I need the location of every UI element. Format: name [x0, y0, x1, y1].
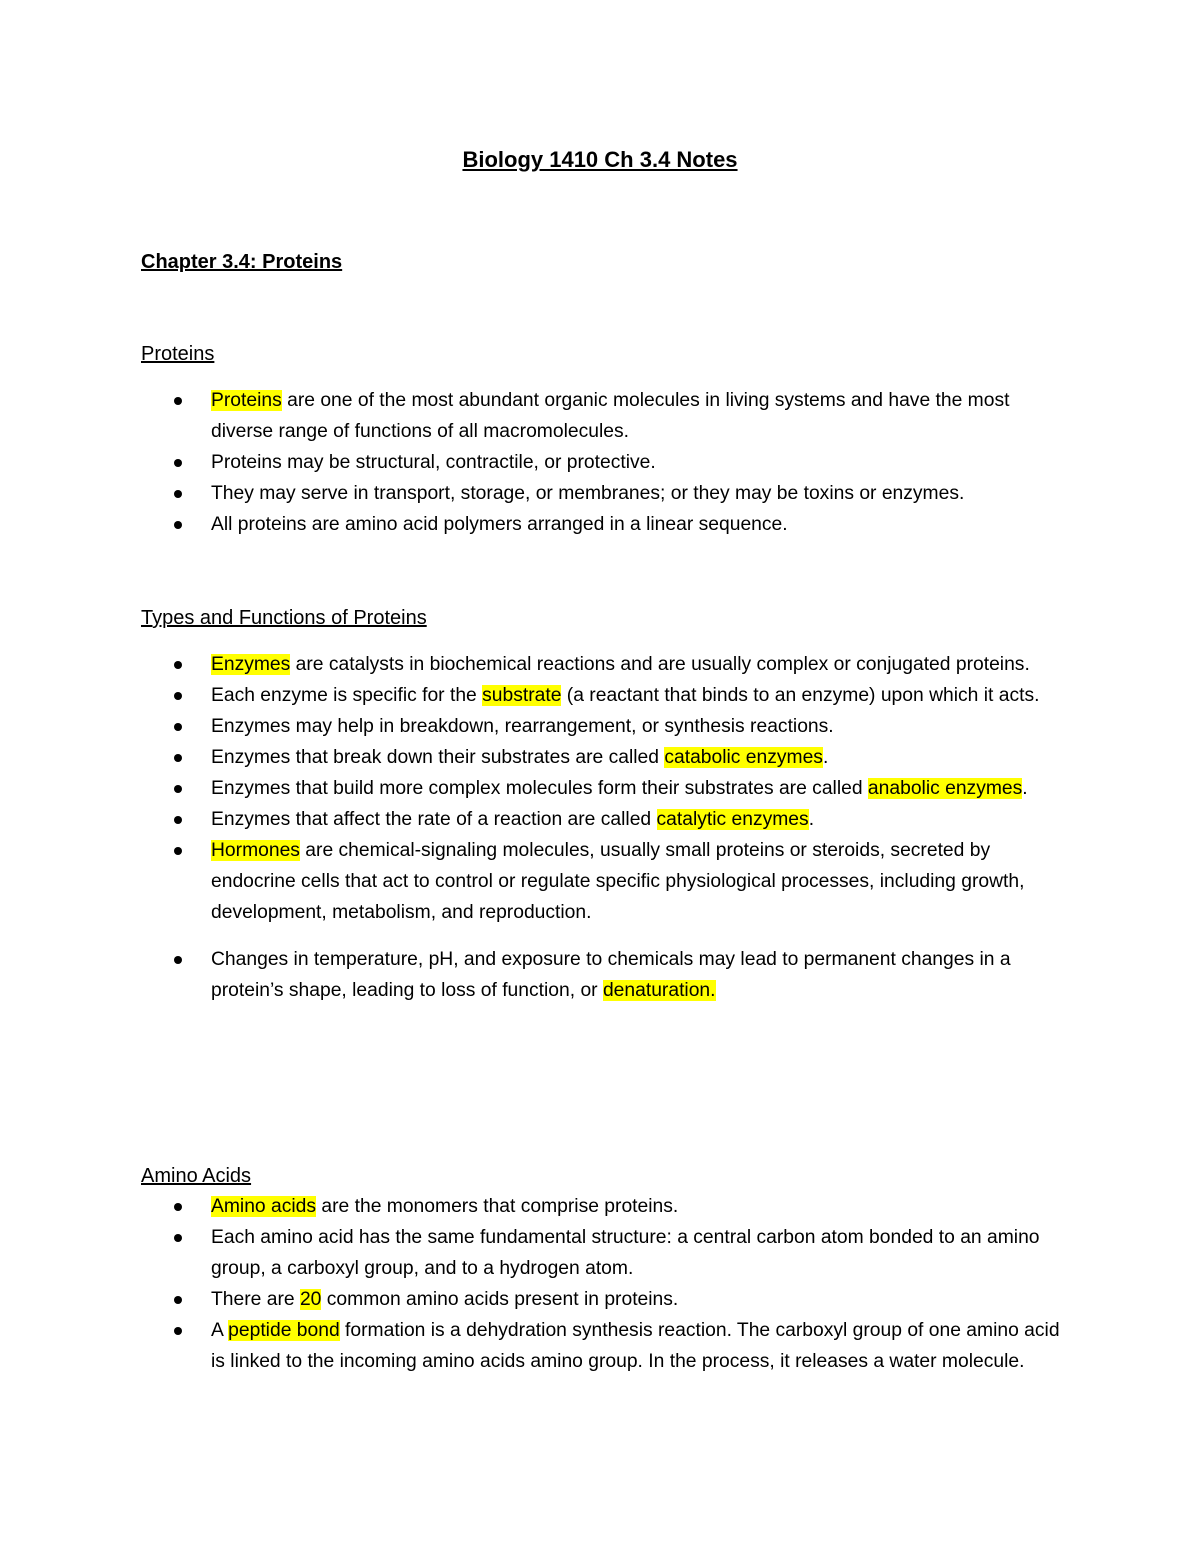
list-item: [171, 478, 1061, 509]
bullet-text: Each amino acid has the same fundamental structure: a central carbon atom bonded to an amino group, a carboxyl group, and to a hydrogen atom.: [211, 1227, 1040, 1279]
list-item: [171, 680, 1061, 711]
list-item: [171, 447, 1061, 478]
highlighted-term: Amino acids: [211, 1196, 317, 1217]
highlighted-term: Hormones: [211, 840, 300, 861]
bullet-text: are catalysts in biochemical reactions and are usually complex or conjugated proteins.: [290, 654, 1030, 675]
bullet-text: (a reactant that binds to an enzyme) upon which it acts.: [561, 685, 1040, 706]
list-item: [171, 742, 1061, 773]
bullet-list-types-functions: [171, 649, 1061, 1006]
bullet-text: .: [1022, 778, 1028, 799]
document-title: Biology 1410 Ch 3.4 Notes: [462, 147, 738, 172]
bullet-dot-icon: [174, 754, 182, 762]
section-heading-proteins: Proteins: [141, 343, 215, 365]
highlighted-term: catabolic enzymes: [664, 747, 823, 768]
bullet-dot-icon: [174, 785, 182, 793]
bullet-dot-icon: [174, 956, 182, 964]
list-item: [171, 1222, 1061, 1284]
list-item: [171, 1191, 1061, 1222]
bullet-dot-icon: [174, 1203, 182, 1211]
bullet-text: are one of the most abundant organic molecules in living systems and have the most diverse range of functions of all macromolecules.: [211, 390, 1010, 442]
bullet-text: A: [211, 1320, 229, 1341]
bullet-text: are chemical-signaling molecules, usually small proteins or steroids, secreted by endocrine cells that act to control or regulate specific physiological processes, including growth, development, metabolism, and reproduction.: [211, 840, 1025, 923]
bullet-text: Proteins may be structural, contractile, or protective.: [211, 452, 656, 473]
list-item: [171, 385, 1061, 447]
bullet-text: All proteins are amino acid polymers arranged in a linear sequence.: [211, 514, 788, 535]
bullet-dot-icon: [174, 816, 182, 824]
bullet-dot-icon: [174, 661, 182, 669]
list-item: [171, 1284, 1061, 1315]
highlighted-term: 20: [299, 1289, 322, 1310]
list-item: [171, 773, 1061, 804]
highlighted-term: anabolic enzymes: [867, 778, 1023, 799]
list-item: [171, 509, 1061, 540]
bullet-dot-icon: [174, 723, 182, 731]
bullet-text: .: [822, 747, 829, 768]
list-item: [171, 649, 1061, 680]
highlighted-term: catalytic enzymes: [656, 809, 809, 830]
list-item: [171, 835, 1061, 928]
highlighted-term: denaturation.: [602, 980, 716, 1001]
list-item: [171, 711, 1061, 742]
highlighted-term: substrate: [482, 685, 562, 706]
bullet-dot-icon: [174, 397, 182, 405]
list-item: [171, 944, 1061, 1006]
bullet-text: Enzymes may help in breakdown, rearrangement, or synthesis reactions.: [211, 716, 834, 737]
list-item: [171, 1315, 1061, 1377]
bullet-text: formation is a dehydration synthesis reaction. The carboxyl group of one amino acid is linked to the incoming amino acids amino group. In the process, it releases a water molecule.: [211, 1320, 1060, 1372]
bullet-text: Changes in temperature, pH, and exposure to chemicals may lead to permanent changes in a protein’s shape, leading to loss of function, or: [211, 949, 1011, 1001]
bullet-list-amino-acids: [171, 1191, 1061, 1377]
bullet-text: are the monomers that comprise proteins.: [316, 1196, 679, 1217]
section-heading-types-functions: Types and Functions of Proteins: [141, 607, 427, 629]
bullet-text: There are: [211, 1289, 300, 1310]
bullet-text: Enzymes that build more complex molecules form their substrates are called: [211, 778, 868, 799]
bullet-text: They may serve in transport, storage, or membranes; or they may be toxins or enzymes.: [211, 483, 965, 504]
bullet-dot-icon: [174, 459, 182, 467]
bullet-dot-icon: [174, 521, 182, 529]
bullet-text: Enzymes that break down their substrates are called: [211, 747, 665, 768]
bullet-text: Enzymes that affect the rate of a reaction are called: [211, 809, 657, 830]
list-item: [171, 804, 1061, 835]
bullet-dot-icon: [174, 847, 182, 855]
highlighted-term: Enzymes: [211, 654, 291, 675]
bullet-text: common amino acids present in proteins.: [321, 1289, 679, 1310]
section-heading-amino-acids: Amino Acids: [141, 1165, 252, 1187]
bullet-dot-icon: [174, 692, 182, 700]
bullet-dot-icon: [174, 490, 182, 498]
bullet-text: Each enzyme is specific for the: [211, 685, 483, 706]
highlighted-term: peptide bond: [228, 1320, 340, 1341]
chapter-heading: Chapter 3.4: Proteins: [141, 251, 343, 273]
bullet-dot-icon: [174, 1234, 182, 1242]
highlighted-term: Proteins: [211, 390, 282, 411]
bullet-dot-icon: [174, 1327, 182, 1335]
bullet-list-proteins: [171, 385, 1061, 540]
bullet-dot-icon: [174, 1296, 182, 1304]
bullet-text: .: [808, 809, 815, 830]
